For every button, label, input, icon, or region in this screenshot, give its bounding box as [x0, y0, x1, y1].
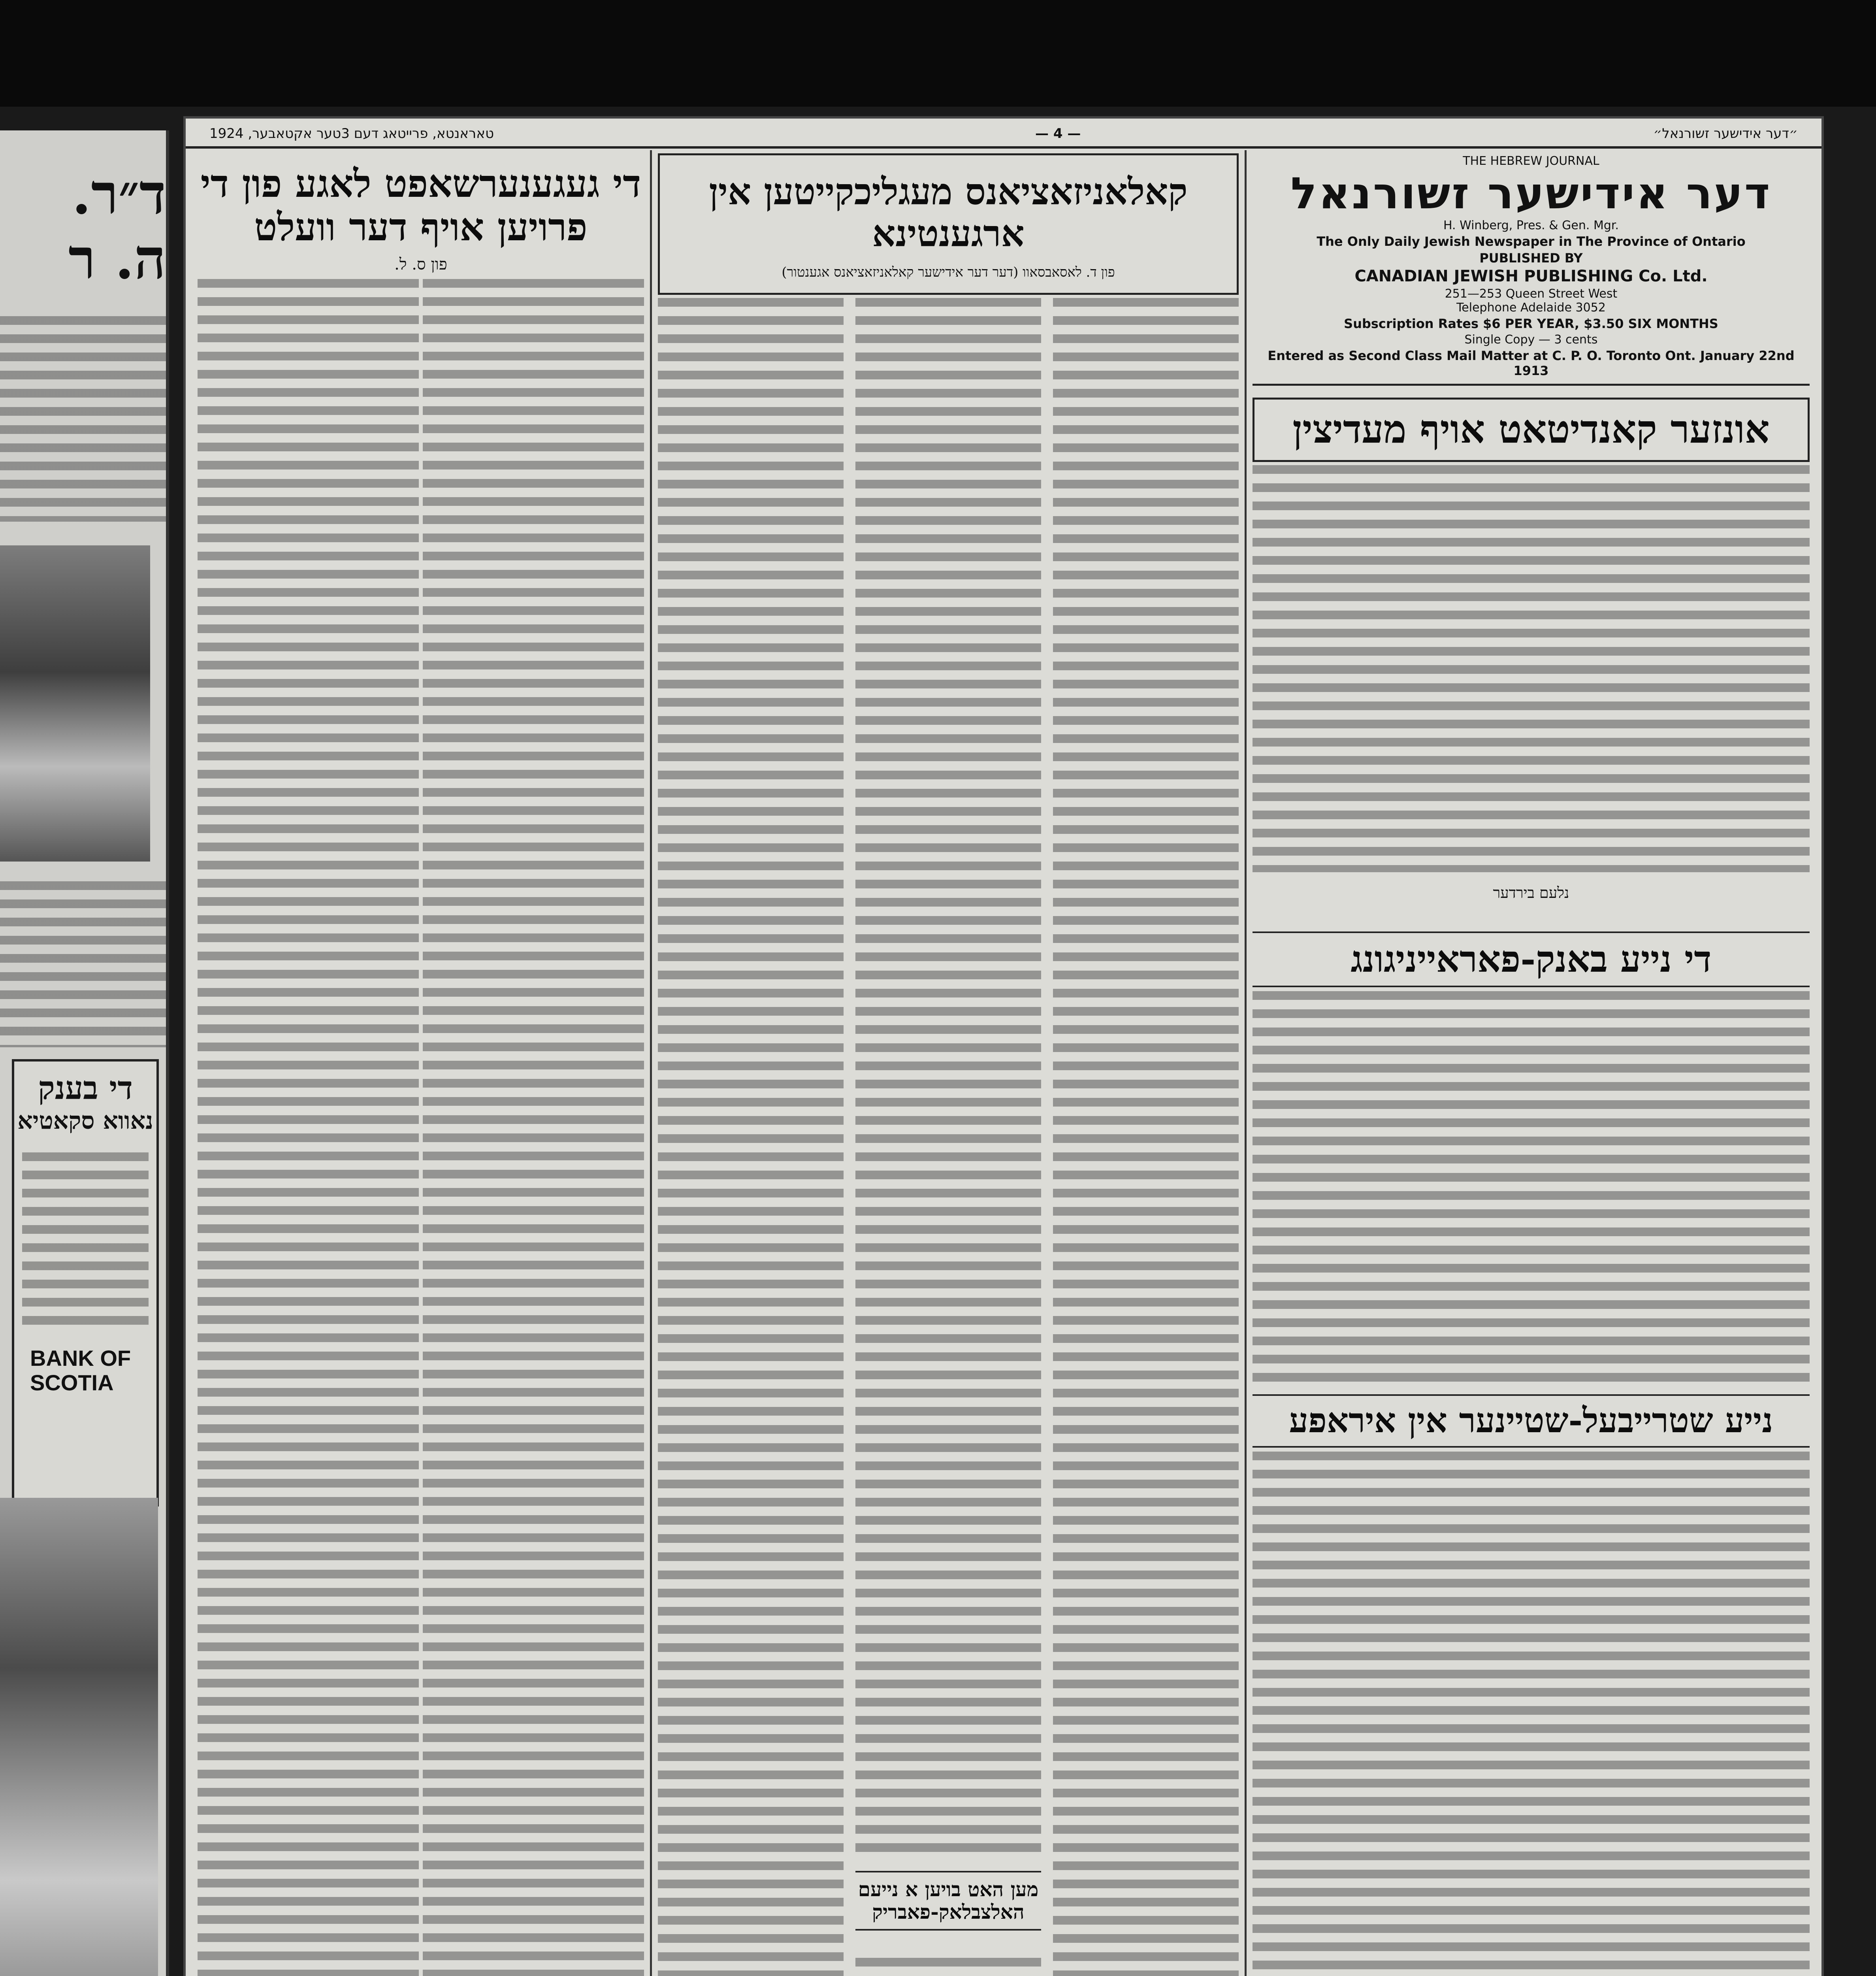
- masthead-single-copy: Single Copy — 3 cents: [1464, 333, 1598, 347]
- ad-bank-name: BANK OF SCOTIA: [30, 1346, 131, 1395]
- portrait-photo: [0, 545, 150, 862]
- editorial2-headline: די נייע באנק-פאראייניגונג: [1350, 937, 1712, 980]
- sawmill-subheadline: מען האט בויען א נייעם האלצבלאק-פאבריק: [858, 1877, 1039, 1924]
- column-rule: [1245, 150, 1247, 1976]
- masthead-rates: Subscription Rates $6 PER YEAR, $3.50 SIX MONTHS: [1344, 316, 1718, 331]
- masthead-address: 251—253 Queen Street West: [1445, 287, 1618, 301]
- editorial3-body: [1253, 1452, 1810, 1976]
- editorial1-headline: אונזער קאנדיטאט אויף מעדיצין: [1292, 407, 1770, 452]
- masthead-entry-notice: Entered as Second Class Mail Matter at C. P. O. Toronto Ont. January 22nd 1913: [1268, 348, 1795, 378]
- women-article-headline: די געגענערשאפט לאגע פון די פרויען אויף דער וועלט: [200, 161, 641, 250]
- scanner-border-top: [0, 0, 1876, 107]
- women-article-byline: פון ס. ל.: [394, 255, 447, 273]
- women-article-body: [198, 279, 644, 1976]
- body-text-column: [658, 298, 844, 1976]
- folio-paper-name: ״דער אידישער זשורנאל״: [1653, 126, 1798, 141]
- masthead-telephone: Telephone Adelaide 3052: [1456, 301, 1606, 315]
- body-text: [1253, 991, 1810, 1390]
- editorial2-headline-box: [1253, 931, 1810, 988]
- folio-date: טאראנטא, פרייטאג דעם 3טער אקטאבער, 1924: [209, 126, 494, 141]
- masthead-title: דער אידישער זשורנאל: [1290, 168, 1772, 219]
- body-text-column: [1053, 298, 1239, 1976]
- column-colonization-article: [658, 150, 1239, 1976]
- folio-page-number: — 4 —: [1035, 126, 1081, 141]
- column-masthead-editorials: [1253, 150, 1810, 1976]
- building-photo: [0, 1498, 158, 1976]
- body-text: [1253, 465, 1810, 872]
- column-rule: [650, 150, 652, 1976]
- masthead-published-by: PUBLISHED BY: [1479, 251, 1583, 266]
- body-text-column: [423, 279, 644, 1976]
- adjacent-page-text: [0, 881, 166, 1047]
- column-women-article: [198, 150, 644, 1976]
- adjacent-page-text: [0, 316, 166, 522]
- adjacent-page: [0, 130, 169, 1976]
- editorial1-body: [1253, 465, 1810, 928]
- editorial1-signoff: נלעם בירדער: [1493, 884, 1569, 901]
- ad-title: די בענק: [38, 1069, 133, 1107]
- editorial1-headline-box: [1253, 398, 1810, 462]
- body-text: [1253, 1452, 1810, 1976]
- colonization-body: [658, 298, 1239, 1976]
- folio-line: [186, 119, 1821, 149]
- colonization-headline-box: [658, 153, 1239, 295]
- body-text-column: [855, 298, 1041, 1859]
- editorial3-headline-box: [1253, 1394, 1810, 1448]
- sawmill-subhead-box: [855, 1871, 1041, 1931]
- editorial2-body: [1253, 991, 1810, 1390]
- masthead-publisher: H. Winberg, Pres. & Gen. Mgr.: [1443, 219, 1619, 232]
- masthead: [1253, 150, 1810, 386]
- body-text-column: [855, 1958, 1041, 1976]
- masthead-english-title: THE HEBREW JOURNAL: [1463, 154, 1599, 168]
- newspaper-page: [186, 119, 1821, 1976]
- editorial3-headline: נייע שטרייבעל-שטיינער אין איראפע: [1289, 1401, 1773, 1441]
- adjacent-page-title: ד״ר. ה. ר: [68, 162, 166, 292]
- colonization-headline: קאלאניזאציאנס מעגליכקייטען אין ארגענטינא: [709, 170, 1188, 255]
- masthead-tagline: The Only Daily Jewish Newspaper in The Province of Ontario: [1317, 234, 1746, 249]
- body-text-column: [198, 279, 419, 1976]
- masthead-company: CANADIAN JEWISH PUBLISHING Co. Ltd.: [1354, 267, 1708, 285]
- colonization-byline: פון ד. לאסאבסאוו (דער דער אידישער קאלאניזאציאנס אגענטור): [782, 264, 1115, 280]
- ad-text: [22, 1152, 149, 1334]
- ad-subtitle: נאווא סקאטיא: [17, 1107, 153, 1135]
- bank-advertisement: [12, 1059, 159, 1507]
